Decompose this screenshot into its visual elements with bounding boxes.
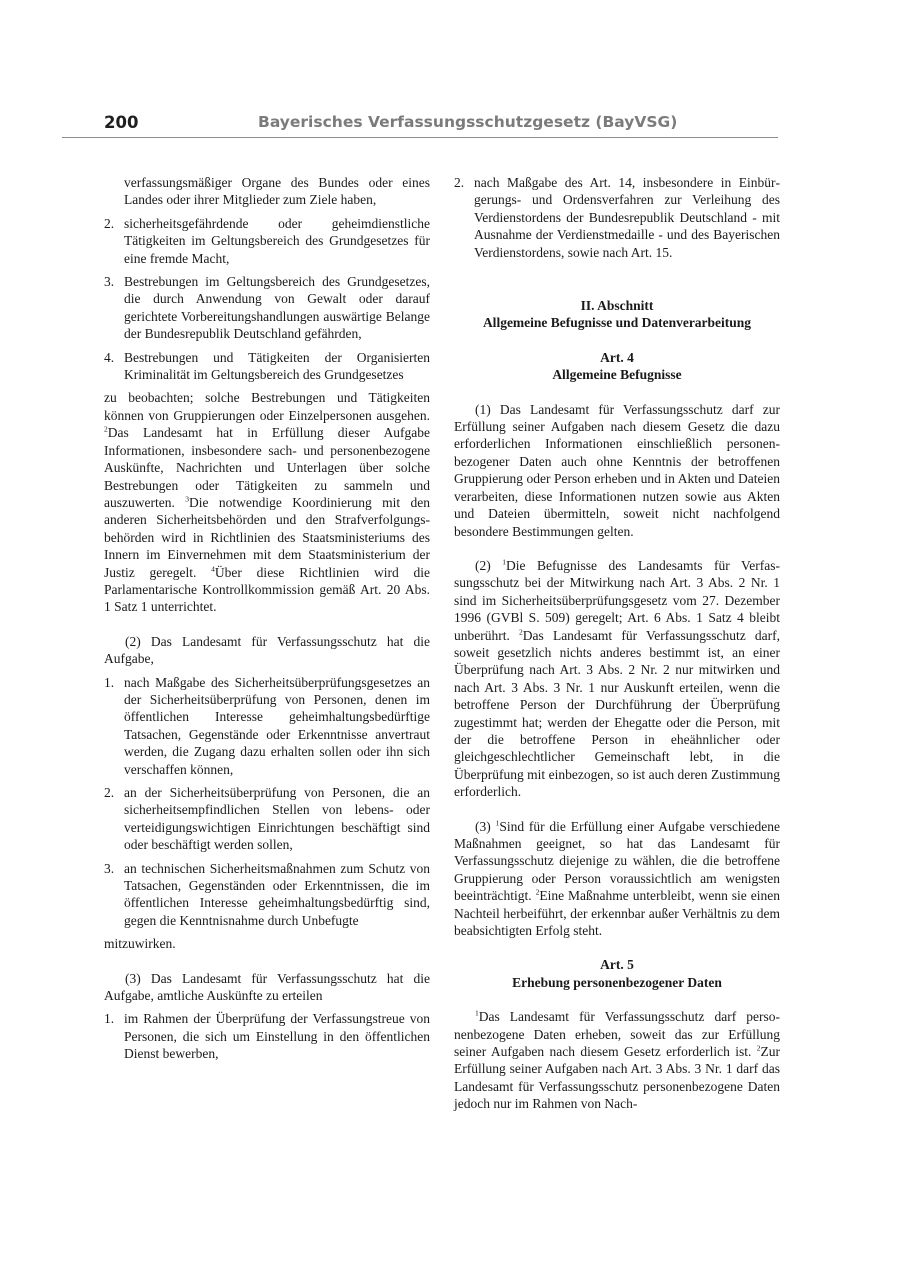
sentence-marker: 2 — [104, 424, 108, 434]
list-item-text: nach Maßgabe des Art. 14, insbesondere in Einbürgerungs- und Ordensverfahren zur Verleihung des Verdienstordens der Bundesrepublik Deutschland - mit Ausnahme der Verdienstmedaille - und des Bayerischen Verdienstordens, sowie nach Art. 15. — [474, 175, 780, 260]
list-item-text: an der Sicherheitsüberprüfung von Personen, die an sicherheitsempfindlichen Stellen von lebens- oder verteidigungswichtigen Einrichtungen beschäftigt sind oder beschäftigt werden sollen, — [124, 785, 430, 853]
list-item-text: an technischen Sicherheitsmaßnahmen zum Schutz von Tatsachen, Gegenständen oder Erkenntnissen, die im öffentlichen Interesse geheimhaltungsbedürftig sind, gegen die Kenntnisnahme durch Unbefugte — [124, 860, 430, 928]
sentence: Das Landesamt für Verfassungsschutz darf personenbezogene Daten erheben, soweit das zur Erfüllung seiner Aufgaben nach diesem Gesetz erforderlich ist. — [454, 1009, 780, 1060]
list-item — [104, 273, 430, 343]
list-item — [104, 860, 430, 930]
right-column — [454, 174, 780, 1113]
sentence: Die Befugnisse des Landesamts für Verfassungsschutz bei der Mitwirkung nach Art. 3 Abs. 2 Nr. 1 sind im Sicherheitsüberprüfungsgesetz vom 27. Dezember 1996 (GVBl S. 509) geregelt; Art. 6 Abs. 1 Satz 4 bleibt unberührt. — [454, 557, 780, 643]
list-item-number: 3. — [104, 274, 115, 290]
list-item-text: sicherheitsgefährdende oder geheimdienstliche Tätigkeiten im Geltungsbereich des Grundgesetzes für eine fremde Macht, — [124, 215, 430, 266]
list-item — [104, 215, 430, 267]
list-item-number: 1. — [104, 1011, 115, 1027]
paragraph-2-intro: (2) Das Landesamt für Verfassungsschutz hat die Aufgabe, — [104, 633, 430, 667]
sentence: Zur Erfüllung seiner Aufgaben nach Art. 3 Abs. 3 Nr. 1 darf das Landesamt für Verfassungsschutz personenbezogene Daten jedoch nur im Rahmen von Nach- — [454, 1044, 780, 1112]
article-5-title: Art. 5 — [600, 957, 634, 973]
article-4-title: Art. 4 — [600, 349, 634, 365]
list-item-text: Bestrebungen und Tätigkeiten der Organisierten Kriminalität im Geltungsbereich des Grundgesetzes — [124, 349, 430, 383]
sentence-marker: 2 — [756, 1043, 761, 1053]
article-5-paragraph — [454, 1008, 780, 1112]
sentence: Die notwendige Koordinierung mit den anderen Sicherheitsbehörden und den Strafverfolgungsbehörden wird in Richtlinien des Staatsministeriums des Innern im Einvernehmen mit dem Staatsministerium der Justiz geregelt. — [104, 494, 430, 580]
sentence-marker: 4 — [211, 564, 215, 574]
sentence: Das Landesamt für Verfassungsschutz darf, soweit gesetzlich nichts anderes bestimmt ist, an einer Überprüfung nach Art. 3 Abs. 2 Nr. 2 nur mitwirken und nach Art. 3 Abs. 3 Nr. 1 nur Auskunft erteilen, wenn die betroffene Person der Durchführung der Überprüfung zugestimmt hat; werden der Ehegatte oder die Person, mit der die betroffene Person in eheähnlicher oder gleichgeschlechtlicher Gemeinschaft lebt, in die Überprüfung mit einbezogen, so ist auch deren Zustimmung erforderlich. — [454, 627, 780, 800]
sentence: Das Landesamt hat in Erfüllung dieser Aufgabe Informationen, insbesondere sach- und personenbezogene Auskünfte, Nachrichten und Unterlagen über solche Bestrebungen oder Tätigkeiten zu sammeln und auszuwerten. — [104, 425, 430, 510]
article-4-paragraph-3 — [454, 818, 780, 940]
sentence-marker: 2 — [535, 887, 540, 897]
sentence: Über diese Richtlinien wird die Parlamentarische Kontrollkommission gemäß Art. 20 Abs. 1 Satz 1 unterrichtet. — [104, 564, 430, 615]
list-item-number: 4. — [104, 349, 115, 365]
sentence: zu beobachten; solche Bestrebungen und Tätigkeiten können von Gruppierungen oder Einzelpersonen ausgehen. — [104, 390, 430, 423]
section-subtitle: Allgemeine Befugnisse und Datenverarbeitung — [482, 315, 752, 331]
running-header — [62, 113, 778, 135]
mitzuwirken-line: mitzuwirken. — [104, 936, 176, 952]
sentence: Sind für die Erfüllung einer Aufgabe verschiedene Maßnahmen geeignet, so hat das Landesamt für Verfassungsschutz diejenige zu wählen, die die betroffene Gruppierung oder Person voraussichtlich am wenigsten beeinträchtigt. — [454, 818, 781, 904]
running-title: Bayerisches Verfassungsschutzgesetz (BayVSG) — [258, 113, 678, 131]
paragraph-1-continuation — [104, 389, 430, 615]
article-4-subtitle: Allgemeine Befugnisse — [552, 367, 682, 383]
list-item-number: 2. — [104, 215, 115, 231]
sentence-marker: 1 — [502, 557, 507, 567]
list-item-number: 2. — [104, 785, 115, 800]
task-list-2 — [104, 674, 430, 930]
sentence-marker: 1 — [495, 818, 500, 828]
sentence-marker: 2 — [519, 627, 523, 637]
list-item-text: Bestrebungen im Geltungsbereich des Grundgesetzes, die durch Anwendung von Gewalt oder darauf gerichtete Vorbereitungshandlungen auswärtige Belange der Bundesrepublik Deutschland gefährden, — [124, 274, 430, 342]
article-5-subtitle: Erhebung personenbezogener Daten — [512, 974, 722, 990]
paragraph-number: (2) — [475, 557, 491, 573]
list-item-continuation: verfassungsmäßiger Organe des Bundes oder eines Landes oder ihrer Mitglieder zum Ziele haben, — [124, 175, 430, 208]
list-item — [104, 349, 430, 384]
list-item — [104, 1010, 430, 1062]
list-item — [454, 174, 780, 261]
sentence: Eine Maßnahme unterbleibt, wenn sie einen Nachteil herbeiführt, der erkennbar außer Verhältnis zu dem beabsichtigten Erfolg steht. — [454, 888, 780, 939]
list-item-text: im Rahmen der Überprüfung der Verfassungstreue von Personen, die sich um Einstellung in den öffentlichen Dienst bewerben, — [124, 1011, 430, 1062]
article-4-paragraph-1: (1) Das Landesamt für Verfassungsschutz darf zur Erfüllung seiner Aufgaben nach diesem Gesetz die dazu erforderlichen Informationen einschließlich personenbezogener Daten auch ohne Kenntnis der betroffenen Gruppierung oder Person erheben und in Akten und Dateien verarbeiten, diese Informationen nutzen sowie aus Akten und Dateien übermitteln, soweit nicht nachfolgend besondere Bestimmungen gelten. — [454, 401, 780, 539]
list-item-number: 1. — [104, 674, 115, 690]
task-list-3 — [104, 1010, 430, 1062]
section-title: II. Abschnitt — [580, 298, 654, 314]
task-list-1 — [104, 215, 430, 384]
paragraph-number: (3) — [475, 818, 491, 834]
sentence-marker: 1 — [475, 1008, 479, 1018]
left-column — [104, 174, 430, 1063]
list-item-number: 3. — [104, 860, 115, 876]
paragraph-3-intro: (3) Das Landesamt für Verfassungsschutz hat die Aufgabe, amtliche Auskünfte zu erteilen — [104, 970, 430, 1004]
list-item-text: nach Maßgabe des Sicherheitsüberprüfungsgesetzes an der Sicherheitsüberprüfung von Personen, denen im öffentlichen Interesse geheimhaltungsbedürftige Tatsachen, Gegenstände oder Erkenntnisse anvertraut werden, die Zugang dazu erhalten sollen oder ihn sich verschaffen können, — [124, 674, 430, 777]
article-4-paragraph-2 — [454, 557, 780, 801]
list-item — [104, 674, 430, 778]
header-rule — [62, 137, 778, 138]
list-item — [104, 784, 430, 854]
sentence-marker: 3 — [185, 494, 189, 504]
page-number: 200 — [104, 113, 139, 132]
list-item-number: 2. — [454, 175, 465, 190]
